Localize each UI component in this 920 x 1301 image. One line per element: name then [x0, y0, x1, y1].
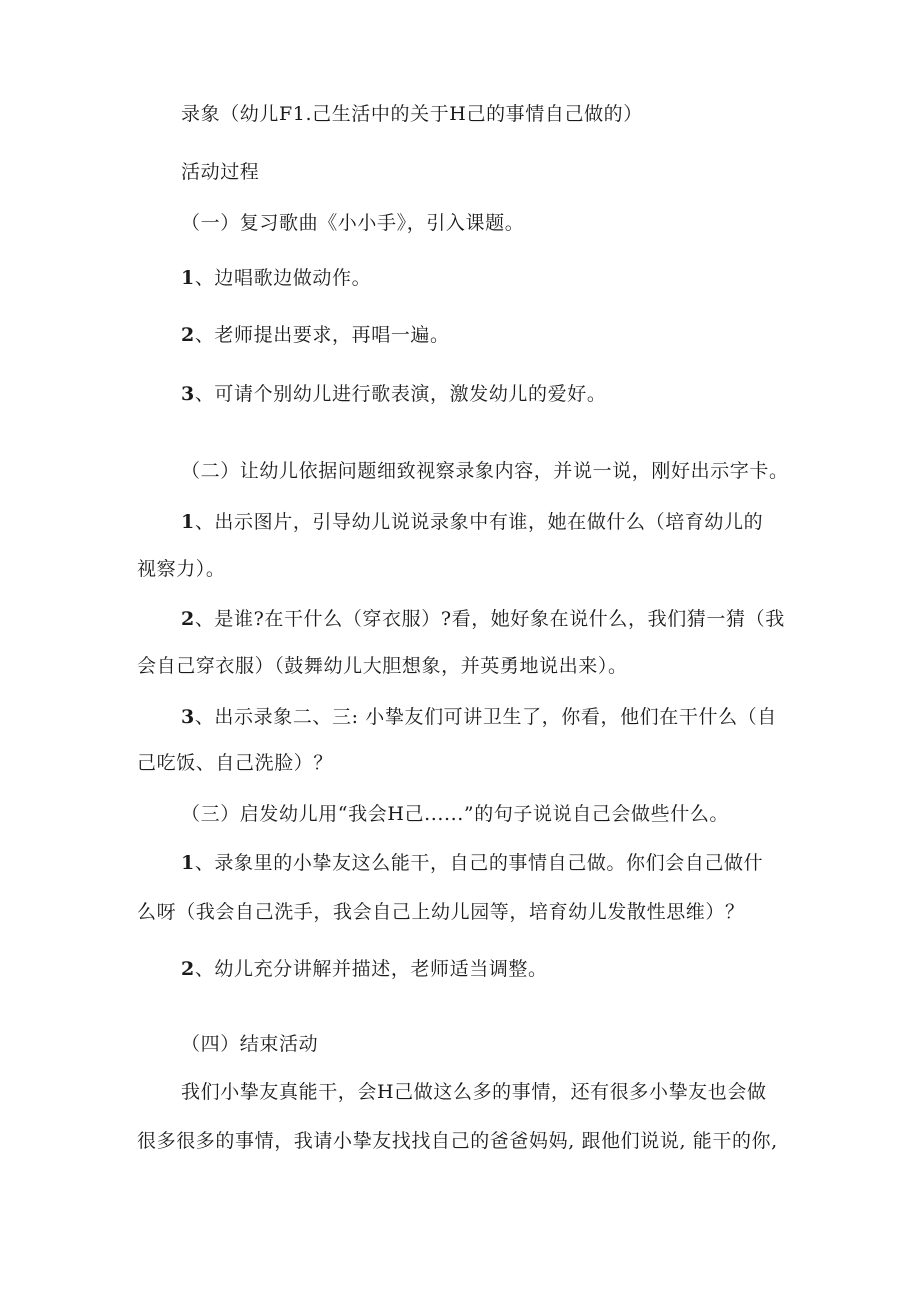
- item-text: 、老师提出要求，再唱一遍。: [194, 324, 450, 346]
- item-number: 1: [181, 511, 195, 533]
- list-item-continuation: 己吃饭、自己洗脸）？: [137, 752, 334, 774]
- item-number: 1: [181, 267, 195, 289]
- list-item: [181, 266, 371, 290]
- list-item-continuation: 么呀（我会自己洗手，我会自己上幼儿园等，培育幼儿发散性思维）？: [137, 901, 745, 923]
- item-text: 、出示图片，引导幼儿说说录象中有谁，她在做什么（培育幼儿的: [194, 511, 764, 533]
- list-item: [181, 323, 450, 347]
- item-text: 、可请个别幼儿进行歌表演，激发幼儿的爱好。: [194, 383, 607, 405]
- item-text: 、是谁?在干什么（穿衣服）?看，她好象在说什么，我们猜一猜（我: [194, 608, 785, 630]
- item-text: 、录象里的小挚友这么能干，自己的事情自己做。你们会自己做什: [194, 852, 764, 874]
- item-number: 2: [181, 608, 195, 630]
- heading-line: 录象（幼儿F1.己生活中的关于H己的事情自己做的）: [181, 103, 643, 125]
- list-item-continuation: 视察力）。: [137, 558, 226, 580]
- list-item: [181, 957, 548, 981]
- item-text: 、幼儿充分讲解并描述，老师适当调整。: [194, 958, 548, 980]
- list-item: [181, 510, 763, 534]
- item-number: 2: [181, 324, 195, 346]
- item-number: 2: [181, 958, 195, 980]
- list-item: [181, 382, 606, 406]
- paragraph-line: 我们小挚友真能干，会H己做这么多的事情，还有很多小挚友也会做: [181, 1081, 767, 1103]
- paragraph-line: 很多很多的事情，我请小挚友找找自己的爸爸妈妈, 跟他们说说, 能干的你,: [137, 1130, 778, 1152]
- part4-title: （四）结束活动: [181, 1033, 319, 1055]
- list-item: [181, 851, 763, 875]
- part1-title: （一）复习歌曲《小小手》，引入课题。: [181, 212, 525, 234]
- item-text: 、边唱歌边做动作。: [194, 267, 372, 289]
- item-number: 1: [181, 852, 195, 874]
- list-item-continuation: 会自己穿衣服）（鼓舞幼儿大胆想象，并英勇地说出来）。: [137, 655, 628, 677]
- item-text: 、出示录象二、三: 小挚友们可讲卫生了，你看，他们在干什么（自: [194, 706, 777, 728]
- part2-title: （二）让幼儿依据问题细致视察录象内容，并说一说，刚好出示字卡。: [181, 460, 789, 482]
- list-item: [181, 705, 777, 729]
- section-title: 活动过程: [181, 161, 260, 183]
- part3-title: （三）启发幼儿用“我会H己......”的句子说说自己会做些什么。: [181, 803, 730, 825]
- list-item: [181, 607, 785, 631]
- item-number: 3: [181, 383, 195, 405]
- item-number: 3: [181, 706, 195, 728]
